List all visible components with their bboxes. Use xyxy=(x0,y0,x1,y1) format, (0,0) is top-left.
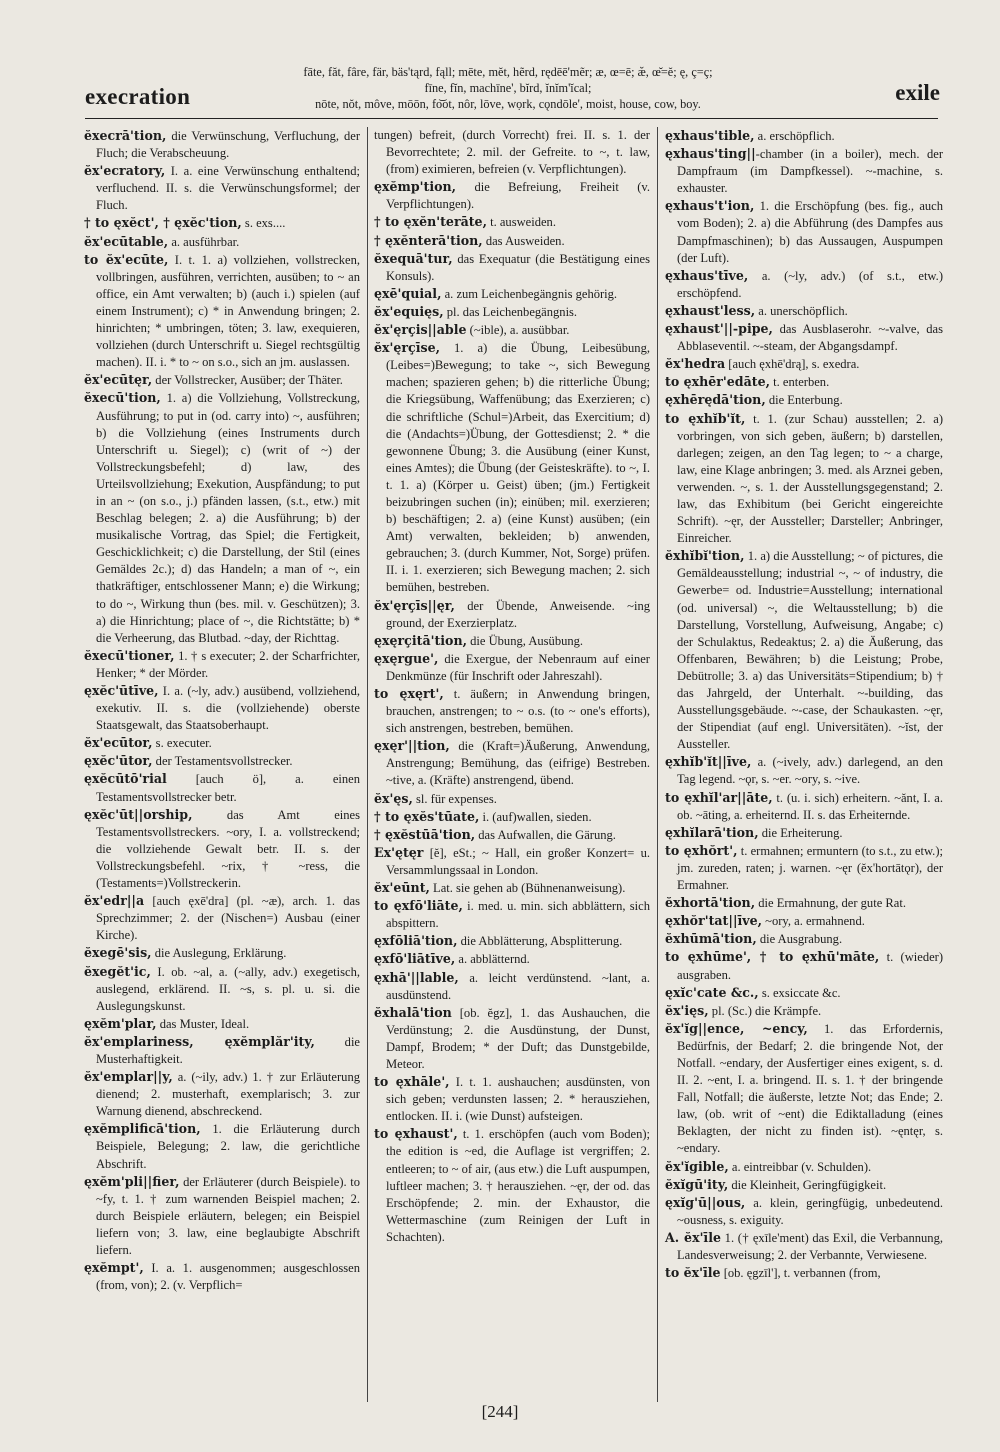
dictionary-entry xyxy=(84,752,360,770)
entry-headword: ęxē'quial, xyxy=(374,285,442,301)
entry-headword: ęxĕm'pli||fier, xyxy=(84,1173,180,1189)
dictionary-entry xyxy=(84,647,360,682)
dictionary-entry xyxy=(374,632,650,650)
entry-definition: a. leicht verdünstend. ~lant, a. ausdünstend. xyxy=(386,970,650,1002)
left-running-headword: execration xyxy=(85,84,191,109)
entry-definition: [auch ęxhē'drą], s. exedra. xyxy=(725,357,860,372)
entry-headword: ęxhaus'ting|| xyxy=(665,146,756,162)
entry-definition: a. abblätternd. xyxy=(455,952,530,967)
dictionary-entry xyxy=(665,197,943,266)
entry-headword: ĕx'eūnt, xyxy=(374,880,430,896)
entry-definition: a. (~ily, adv.) 1. † zur Erläuterung dienend; 2. musterhaft, exemplarisch; 3. zur Warnung dienend, abschreckend. xyxy=(96,1070,360,1119)
entry-definition: tungen) befreit, (durch Vorrecht) frei. II. s. 1. der Bevorrechtete; 2. mil. der Gefreite. to ~, t. law, (from) eximieren, befreien (v. Verpflichtungen). xyxy=(374,128,650,177)
entry-headword: ęxĭg'ū||ous, xyxy=(665,1194,746,1210)
dictionary-entry xyxy=(665,930,943,948)
pronunciation-key-line: nōte, nŏt, môve, mōōn, fo͝ot, nôr, lōve, wọrk, cǫndōle', moist, house, cow, boy. xyxy=(315,97,701,111)
dictionary-entry xyxy=(665,145,943,197)
entry-headword: ĕx'ęs, xyxy=(374,790,413,806)
entry-definition: [ob. ęgzīl'], t. verbannen (from, xyxy=(720,1266,881,1281)
entry-headword: ĕxhalā'tion xyxy=(374,1004,452,1020)
entry-headword: to ĕx'īle xyxy=(665,1265,721,1281)
dictionary-entry xyxy=(665,824,943,842)
dictionary-entry xyxy=(665,894,943,912)
dictionary-entry xyxy=(374,969,650,1004)
entry-definition: [auch ö], a. einen Testamentsvollstrecker betr. xyxy=(96,772,360,804)
entry-definition: a. ausführbar. xyxy=(168,234,240,249)
dictionary-entry xyxy=(665,373,943,391)
entry-definition: das Ausblaserohr. ~-valve, das Abblaseventil. ~-steam, der Abgangsdampf. xyxy=(677,322,943,354)
dictionary-entry xyxy=(84,1068,360,1120)
entry-definition: 1. die Erschöpfung (bes. fig., auch vom Boden); 2. a) die Abführung (des Dampfes aus Dampfmaschinen); b) das Aussaugen, Auspumpen (der Luft). xyxy=(677,199,943,265)
entry-definition: die Erheiterung. xyxy=(758,825,843,840)
entry-definition: die Auslegung, Erklärung. xyxy=(151,946,287,961)
entry-headword: ęxĕmplificā'tion, xyxy=(84,1121,201,1137)
entry-headword: ęxhaus'tīve, xyxy=(665,267,749,283)
dictionary-entry xyxy=(374,650,650,685)
page-number: [244] xyxy=(481,1402,519,1421)
entry-headword: ęxfō'liātīve, xyxy=(374,951,456,967)
pronunciation-key xyxy=(228,64,788,112)
dictionary-entry xyxy=(374,339,650,596)
entry-definition: [ob. ĕgz], 1. das Aushauchen, die Verdünstung; 2. die Ausdünstung, der Dunst, Dampf, Brodem; * der Duft; das Dunstgebilde, Meteor. xyxy=(386,1005,650,1071)
dictionary-entry xyxy=(374,950,650,968)
entry-headword: † to ęxĕn'terāte, xyxy=(374,214,487,230)
entry-definition: I. ob. ~al, a. (~ally, adv.) exegetisch, auslegend, erklärend. II. ~s, s. pl. u. si. die Auslegungskunst. xyxy=(96,964,360,1013)
entry-headword: ęxęrçitā'tion, xyxy=(374,632,467,648)
entry-headword: to ęxhēr'edāte, xyxy=(665,374,770,390)
entry-headword: ęxhērędā'tion, xyxy=(665,392,766,408)
dictionary-entry xyxy=(665,267,943,302)
entry-definition: I. t. 1. aushauchen; ausdünsten, von sich geben; verdunsten lassen; 2. * herausziehen, entlocken. II. i. (wie Dunst) aufsteigen. xyxy=(386,1075,650,1124)
entry-headword: † ęxĕstūā'tion, xyxy=(374,826,476,842)
column-divider xyxy=(657,127,658,1402)
entry-definition: die Verwünschung, Verfluchung, der Fluch; die Verabscheuung. xyxy=(96,129,360,161)
entry-definition: s. exs.... xyxy=(241,216,286,231)
entry-definition: die Übung, Ausübung. xyxy=(467,633,584,648)
entry-headword: ęxĕcūtō'rial xyxy=(84,771,167,787)
dictionary-entry xyxy=(84,806,360,892)
dictionary-entry xyxy=(84,127,360,162)
entry-definition: der Testamentsvollstrecker. xyxy=(152,754,293,769)
dictionary-entry xyxy=(665,410,943,548)
entry-headword: to ęxhaust', xyxy=(374,1126,458,1142)
entry-headword: ęxhĭlarā'tion, xyxy=(665,824,759,840)
dictionary-entry xyxy=(374,250,650,285)
entry-definition: [ĕ], eSt.; ~ Hall, ein großer Konzert= u. Versammlungssaal in London. xyxy=(386,845,650,877)
entry-definition: a. (~ively, adv.) darlegend, an den Tag legend. ~ǫr, s. ~er. ~ory, s. ~ive. xyxy=(677,755,943,787)
entry-headword: ĕxĭgū'ity, xyxy=(665,1176,729,1192)
dictionary-entry xyxy=(665,1229,943,1264)
entry-headword: ĕx'emplariness, ęxĕmplăr'ity, xyxy=(84,1033,315,1049)
entry-headword: ęxĕc'ūt||orship, xyxy=(84,806,193,822)
entry-definition: die Abblätterung, Absplitterung. xyxy=(457,934,623,949)
dictionary-entry xyxy=(84,1173,360,1259)
dictionary-entry xyxy=(665,842,943,894)
dictionary-entry xyxy=(374,285,650,303)
dictionary-entry xyxy=(84,682,360,734)
dictionary-entry xyxy=(374,178,650,213)
entry-headword: ĕxhĭbĭ'tion, xyxy=(665,548,745,564)
dictionary-entry xyxy=(374,303,650,321)
entry-definition: t. (u. i. sich) erheitern. ~ănt, I. a. ob. ~āting, a. erheiternd. II. s. das Erheiternde. xyxy=(677,790,943,822)
entry-headword: ęxĕmp'tion, xyxy=(374,179,457,195)
dictionary-entry xyxy=(374,1004,650,1073)
column-divider xyxy=(367,127,368,1402)
entry-headword: ęxĭc'cate &c., xyxy=(665,984,759,1000)
entry-headword: ĕx'equięs, xyxy=(374,303,444,319)
entry-definition: t. 1. erschöpfen (auch vom Boden); the edition is ~ed, die Auflage ist vergriffen; 2. entleeren; to ~ of air, (aus etw.) die Luft auspumpen, luftleer machen; 3. † herausziehen. ~ęr, der od. das Erschöpfende; 2. min. der Exhaustor, die Wettermaschine (zum Reinigen der Luft in Schachten). xyxy=(386,1127,651,1244)
dictionary-entry xyxy=(665,789,943,824)
dictionary-entry xyxy=(84,389,360,646)
entry-definition: die Ausgrabung. xyxy=(756,932,843,947)
dictionary-entry xyxy=(665,1020,943,1158)
entry-definition: i. (auf)wallen, sieden. xyxy=(479,809,592,824)
entry-headword: † to ęxĕct', † ęxĕc'tion, xyxy=(84,215,242,231)
dictionary-entry xyxy=(84,1033,360,1068)
dictionary-entry xyxy=(665,127,943,145)
entry-definition: ~ory, a. ermahnend. xyxy=(762,914,865,929)
entry-headword: to ęxęrt', xyxy=(374,686,444,701)
dictionary-entry xyxy=(665,948,943,983)
entry-definition: der Erläuterer (durch Beispiele). to ~fy, t. 1. † zum warnenden Beispiel machen; 2. durch Beispiele erläutern, belegen; ein Beispiel liefern von; 3. law, eine beglaubigte Abschrift liefern. xyxy=(96,1174,360,1257)
dictionary-entry xyxy=(84,214,360,232)
entry-headword: ĕxhūmā'tion, xyxy=(665,931,757,947)
entry-headword: ęxhā'||lable, xyxy=(374,969,459,985)
entry-headword: A. ĕx'īle xyxy=(665,1229,722,1245)
dictionary-entry xyxy=(665,547,943,753)
entry-definition: das Aufwallen, die Gärung. xyxy=(475,827,616,842)
dictionary-entry xyxy=(84,162,360,214)
entry-headword: ĕx'ĭg||ence, ~ency, xyxy=(665,1020,808,1036)
dictionary-entry xyxy=(84,892,360,944)
entry-definition: der Übende, Anweisende. ~ing ground, der Exerzierplatz. xyxy=(386,598,650,630)
dictionary-entry xyxy=(84,770,360,805)
entry-headword: to ęxhāle', xyxy=(374,1074,450,1090)
entry-definition: t. ausweiden. xyxy=(486,215,556,230)
entry-headword: † to ęxĕs'tūate, xyxy=(374,808,480,824)
dictionary-entry xyxy=(665,1158,943,1176)
entry-definition: t. (wieder) ausgraben. xyxy=(677,950,944,982)
entry-headword: ĕx'ĭgible, xyxy=(665,1158,729,1174)
entry-headword: ęxęr'||tion, xyxy=(374,738,450,754)
entry-headword: to ęxhŏrt', xyxy=(665,842,738,858)
dictionary-entry xyxy=(374,844,650,879)
entry-definition: t. ermahnen; ermuntern (to s.t., zu etw.); jm. zureden, raten; j. warnen. ~ęr (ĕx'hortātǫr), der Ermahner. xyxy=(677,843,943,893)
dictionary-entry xyxy=(84,251,360,372)
entry-definition: s. executer. xyxy=(152,736,212,751)
dictionary-entry xyxy=(374,597,650,632)
dictionary-entry xyxy=(665,320,943,355)
entry-headword: ĕx'ecūtable, xyxy=(84,233,169,249)
dictionary-entry xyxy=(665,912,943,930)
entry-definition: I. t. 1. a) vollziehen, vollstrecken, vollbringen, ausführen, verrichten, ausüben; to ~ an office, ein Amt verwalten; b) (auch i.) spielen (auf einem Instrument); c) * in Anwendung bringen; 2. hinrichten; * umbringen, töten; 3. law, exequieren, vollziehen (durch Unterschrift u. Siegel rechtsgültig machen). II. i. * to ~ on s.o., sich an jm. auslassen. xyxy=(96,252,360,370)
dictionary-entry xyxy=(84,1120,360,1172)
entry-headword: to ęxfō'liāte, xyxy=(374,898,463,914)
dictionary-entry xyxy=(374,232,650,250)
entry-definition: der Vollstrecker, Ausüber; der Thäter. xyxy=(152,373,343,388)
entry-definition: -chamber (in a boiler), mech. der Dampfraum (im Dampfkessel). ~-machine, s. exhauster. xyxy=(677,147,943,196)
dictionary-entry xyxy=(84,1259,360,1294)
entry-definition: I. a. (~ly, adv.) ausübend, vollziehend, exekutiv. II. s. die (vollziehende) oberste Staatsgewalt, das Staatsoberhaupt. xyxy=(96,684,360,733)
entry-definition: pl. das Leichenbegängnis. xyxy=(443,304,578,319)
entry-headword: ĕx'ecūtor, xyxy=(84,735,153,751)
dictionary-entry xyxy=(374,1125,650,1246)
entry-headword: ęxhĭb'ĭt||īve, xyxy=(665,754,752,770)
column-2 xyxy=(374,127,650,1246)
entry-definition: 1. († ęxīle'ment) das Exil, die Verbannung, Landesverweisung; 2. der Verbannte, Verwiesene. xyxy=(677,1230,943,1262)
header-rule xyxy=(85,118,938,119)
entry-headword: ęxĕc'ūtīve, xyxy=(84,683,159,698)
dictionary-entry xyxy=(84,371,360,389)
entry-definition: 1. † s executer; 2. der Scharfrichter, Henker; * der Mörder. xyxy=(96,648,360,680)
entry-headword: ĕxequā'tur, xyxy=(374,250,453,266)
entry-definition: die Ermahnung, der gute Rat. xyxy=(755,896,906,911)
entry-headword: ĕx'ecūtęr, xyxy=(84,372,153,388)
entry-definition: 1. a) die Übung, Leibesübung, (Leibes=)Bewegung; to take ~, sich Bewegung machen; spazieren gehen; b) die ritterliche Übung; die Kriegsübung, Waffenübung; das Exerzieren; c) die schriftliche (Schul=)Arbeit, das Exercitium; d) die (Andachts=)Übung, der Gottesdienst; 2. * die gewonnene Übung; 3. die Ausübung (einer Kunst, eines Amtes); die Übung (der Geisteskräfte). to ~, I. t. 1. a) (Körper u. Geist) üben; (jm.) Fertigkeit beizubringen suchen (in); einüben; mil. exerzieren; b) beschäftigen; 2. a) (eine Kunst) ausüben; (ein Amt) verwalten, bekleiden; b) anwenden, gebrauchen; 3. (durch Kummer, Not, Sorge) prüfen. II. i. 1. exerzieren; sich Bewegung machen; 2. sich bemühen, bestreben. xyxy=(386,341,650,595)
entry-definition: Lat. sie gehen ab (Bühnenanweisung). xyxy=(429,881,626,896)
entry-headword: ęxhaus'tible, xyxy=(665,128,755,143)
dictionary-entry xyxy=(374,127,650,178)
dictionary-entry xyxy=(84,233,360,251)
entry-headword: ęxfōliā'tion, xyxy=(374,933,458,949)
entry-headword: ęxĕm'plar, xyxy=(84,1015,157,1031)
entry-definition: 1. a) die Ausstellung; ~ of pictures, die Gemäldeausstellung; industrial ~, ~ of industry, die Gewerbe= od. Industrie=Ausstellung; international (od. universal) ~, die Weltausstellung; b) die Darstellung, Vorstellung, Aufweisung, Angabe; c) der Schulaktus, Redeaktus; 2. a) die Äußerung, das Offenbaren, Bewähren; b) die Leistung; Probe, Debütrolle; 3. a) das Universitäts=Stipendium; b) † das Jahrgeld, der Unterhalt. ~-building, das Ausstellungsgebäude. ~-case, der Schaukasten. ~ęr, der Stipendiat (auf engl. Universitäten). ~ĭst, der Aussteller. xyxy=(677,549,943,752)
entry-headword: ęxhaust'||-pipe, xyxy=(665,321,773,337)
entry-headword: † ęxĕnterā'tion, xyxy=(374,232,483,248)
dictionary-entry xyxy=(665,1002,943,1020)
dictionary-entry xyxy=(84,944,360,962)
entry-headword: ĕx'emplar||y, xyxy=(84,1069,173,1085)
entry-definition: das Amt eines Testamentsvollstreckers. ~ory, I. a. vollstreckend; die vollziehende Gewalt betr. II. s. der Vollstreckungsbefehl. ~rix, † ~ress, die (Testaments=)Vollstreckerin. xyxy=(96,807,360,891)
entry-headword: ęxęrgue', xyxy=(374,650,439,666)
entry-definition: 1. a) die Vollziehung, Vollstreckung, Ausführung; to put in (od. carry into) ~, ausführen; b) die Vollziehung (eines Instruments durch Unterschrift u. Siegel); c) (writ of ~) der Vollstreckungsbefehl; d) law, des Urteilsvollziehung; Exekution, Auspfändung; to put in an ~ (on s.o., j.) pfänden lassen, (s.t., etw.) mit Beschlag belegen; 2. a) die Ausführung; b) der musikalische Vortrag, das Spiel; die Fertigkeit, Geschicklichkeit; c) die Darstellung, der Stil (eines Gemäldes 2c.); d) das Handeln; a man of ~, ein thatkräftiger, entschlossener Mann; e) die Wirkung; to do ~, Wirkung thun (bes. mil. v. Geschützen); 3. a) die Hinrichtung; place of ~, die Richtstätte; b) * die Verheerung, das Blutbad. ~day, der Richttag. xyxy=(96,391,360,645)
dictionary-entry xyxy=(665,302,943,320)
entry-headword: ĕxecrā'tion, xyxy=(84,128,167,143)
entry-headword: ĕx'ęrçīs||ęr, xyxy=(374,597,455,613)
entry-headword: ĕx'ecratory, xyxy=(84,163,166,179)
entry-headword: ĕxegĕt'ic, xyxy=(84,963,151,979)
entry-definition: die (Kraft=)Äußerung, Anwendung, Anstrengung; Bemühung, das (eifrige) Bestreben. ~tive, a. (Kräfte) anstrengend, übend. xyxy=(386,739,650,788)
entry-definition: a. zum Leichenbegängnis gehörig. xyxy=(441,286,618,301)
entry-definition: a. erschöpflich. xyxy=(754,129,835,143)
dictionary-entry xyxy=(665,984,943,1002)
entry-headword: to ęxhūme', † to ęxhū'māte, xyxy=(665,949,880,965)
entry-headword: ĕx'ięs, xyxy=(665,1002,709,1018)
dictionary-entry xyxy=(374,932,650,950)
entry-definition: a. (~ly, adv.) (of s.t., etw.) erschöpfend. xyxy=(677,268,943,300)
dictionary-entry xyxy=(665,753,943,788)
entry-headword: ĕx'edr||a xyxy=(84,893,145,909)
entry-headword: ęxĕc'ūtor, xyxy=(84,753,153,769)
column-3 xyxy=(665,127,943,1282)
entry-headword: ĕx'ęrçis||able xyxy=(374,322,467,338)
dictionary-entry xyxy=(374,737,650,789)
entry-definition: das Muster, Ideal. xyxy=(156,1016,250,1031)
dictionary-entry xyxy=(374,826,650,844)
entry-definition: (~ible), a. ausübbar. xyxy=(466,323,570,338)
dictionary-entry xyxy=(665,1176,943,1194)
entry-definition: a. klein, geringfügig, unbedeutend. ~ousness, s. exiguity. xyxy=(677,1195,943,1227)
entry-definition: a. unerschöpflich. xyxy=(755,303,848,318)
entry-definition: 1. das Erfordernis, Bedürfnis, der Bedarf; 2. die bringende Not, der Notfall. ~endary, der Ausfertiger eines exigent, s. d. II. 2. ~ent, I. a. bringend. II. s. 1. † der bringende Fall, Notfall; die äußerste, letzte Not; das Ende; 2. law, (ob. writ of ~ent) die Ediktalladung (eines Beklagten, der nicht zu finden ist). ~ęntęr, s. ~endary. xyxy=(677,1021,943,1156)
entry-headword: ĕx'hedra xyxy=(665,356,726,372)
right-running-headword: exile xyxy=(895,80,940,105)
entry-headword: ęxhaus't'ion, xyxy=(665,198,755,214)
entry-definition: 1. die Erläuterung durch Beispiele, Belegung; 2. law, die gerichtliche Abschrift. xyxy=(96,1122,360,1171)
entry-headword: ęxĕmpt', xyxy=(84,1260,144,1276)
entry-definition: s. exsiccate &c. xyxy=(758,985,841,1000)
dictionary-entry xyxy=(374,685,650,737)
entry-definition: das Ausweiden. xyxy=(482,233,565,248)
entry-definition: I. a. 1. ausgenommen; ausgeschlossen (from, von); 2. (v. Verpflich= xyxy=(96,1261,360,1293)
dictionary-entry xyxy=(374,879,650,897)
entry-headword: Ex'ętęr xyxy=(374,844,424,860)
dictionary-entry xyxy=(665,1264,943,1282)
entry-definition: die Musterhaftigkeit. xyxy=(96,1034,361,1066)
entry-headword: ĕxecū'tioner, xyxy=(84,647,175,663)
entry-definition: t. äußern; in Anwendung bringen, brauchen, anstrengen; to ~ o.s. (to ~ one's efforts), sich anstrengen, bestreben, bemühen. xyxy=(386,687,651,736)
entry-headword: ĕxecū'tion, xyxy=(84,390,161,406)
dictionary-entry xyxy=(84,963,360,1015)
entry-definition: t. enterben. xyxy=(769,375,830,390)
dictionary-entry xyxy=(374,897,650,932)
dictionary-entry xyxy=(665,1194,943,1229)
dictionary-entry xyxy=(84,1015,360,1033)
dictionary-entry xyxy=(374,790,650,808)
entry-definition: I. a. eine Verwünschung enthaltend; verfluchend. II. s. die Verwünschungsformel; der Fluch. xyxy=(96,164,360,213)
entry-definition: die Kleinheit, Geringfügigkeit. xyxy=(728,1177,887,1192)
pronunciation-key-line: fīne, fĭn, machīne', bĭrd, ĭnĭm'ĭcal; xyxy=(424,81,592,95)
entry-definition: t. 1. (zur Schau) ausstellen; 2. a) vorbringen, von sich geben, äußern; b) darstellen, darlegen; zeigen, an den Tag legen; to ~ a charge, law, eine Klage anbringen; 3. med. als Arznei geben, verwenden. ~, s. 1. der Ausstellungsgegenstand; 2. law, das Exhibitum (bei Gericht eingereichte Schrift). ~ęr, der Aussteller; Darsteller; Anbringer, Einreicher. xyxy=(677,411,943,546)
dictionary-entry xyxy=(374,213,650,231)
entry-definition: die Exergue, der Nebenraum auf einer Denkmünze (für Inschrift oder Jahreszahl). xyxy=(386,651,650,683)
entry-headword: ęxhaust'less, xyxy=(665,302,756,318)
pronunciation-key-line: fāte, făt, fâre, fär, bäs'tąrd, fąll; mēte, mĕt, hẽrd, rędēē'mẽr; æ, œ=ē; æ̆, œ̆=ĕ; ę, ç=ç; xyxy=(303,65,713,79)
entry-definition: die Enterbung. xyxy=(765,393,843,408)
entry-headword: ęxhŏr'tat||īve, xyxy=(665,913,763,929)
entry-definition: das Exequatur (die Bestätigung eines Konsuls). xyxy=(386,251,650,283)
entry-definition: sl. für expenses. xyxy=(412,791,497,806)
entry-headword: ĕxegē'sis, xyxy=(84,945,152,961)
entry-definition: [auch ęxē'dra] (pl. ~æ), arch. 1. das Sprechzimmer; 2. der (Nischen=) Ausbau (einer Kirche). xyxy=(96,894,360,943)
column-1 xyxy=(84,127,360,1294)
dictionary-entry xyxy=(374,808,650,826)
entry-headword: to ęxhĭl'ar||āte, xyxy=(665,789,773,805)
entry-headword: to ęxhĭb'ĭt, xyxy=(665,410,746,426)
dictionary-entry xyxy=(84,734,360,752)
entry-headword: to ĕx'ecūte, xyxy=(84,251,169,267)
dictionary-entry xyxy=(665,355,943,373)
dictionary-entry xyxy=(374,321,650,339)
entry-definition: a. eintreibbar (v. Schulden). xyxy=(728,1159,872,1174)
entry-headword: ĕxhortā'tion, xyxy=(665,895,756,911)
entry-definition: i. med. u. min. sich abblättern, sich abspittern. xyxy=(386,899,650,931)
dictionary-entry xyxy=(374,1073,650,1125)
entry-headword: ĕx'ęrçīse, xyxy=(374,340,440,356)
dictionary-entry xyxy=(665,391,943,409)
entry-definition: die Befreiung, Freiheit (v. Verpflichtungen). xyxy=(386,180,650,212)
entry-definition: pl. (Sc.) die Krämpfe. xyxy=(708,1003,822,1018)
